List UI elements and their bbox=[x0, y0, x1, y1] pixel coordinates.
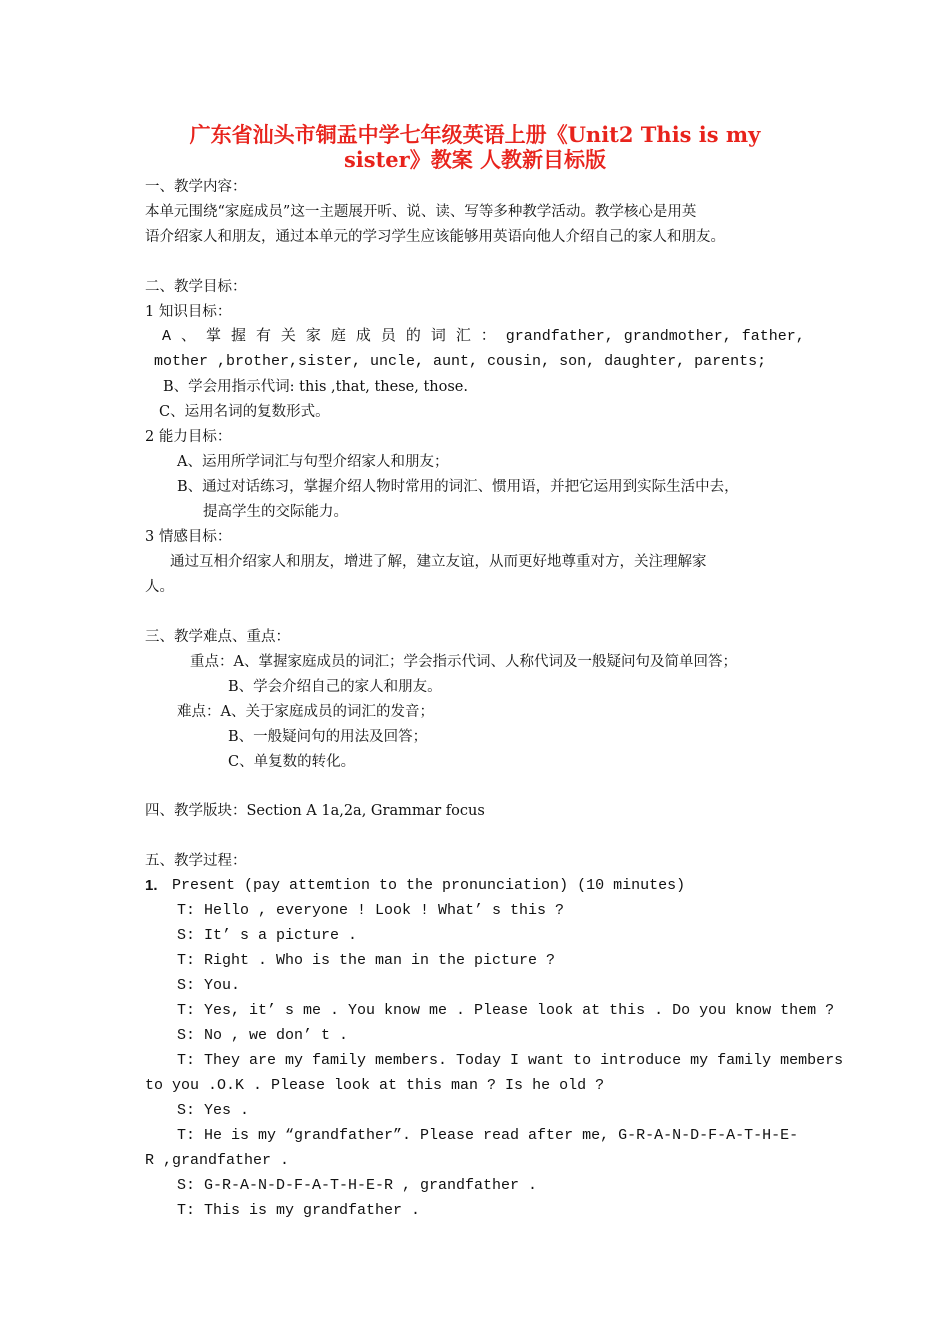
process-item-number: 1. bbox=[145, 877, 158, 894]
knowledge-goal-heading: 1 知识目标： bbox=[145, 304, 232, 320]
knowledge-a-char: 握 bbox=[230, 328, 246, 345]
difficulty-a: 难点：A、关于家庭成员的词汇的发音； bbox=[177, 704, 434, 720]
section-5-heading: 五、教学过程： bbox=[145, 853, 247, 869]
knowledge-a-char: 掌 bbox=[205, 328, 221, 345]
dialogue-line: S: No , we don’ t . bbox=[177, 1027, 349, 1044]
knowledge-a-char: ： bbox=[480, 328, 496, 345]
dialogue-line: S: You. bbox=[177, 977, 241, 994]
knowledge-a-word: father, bbox=[741, 328, 805, 345]
knowledge-goal-a-line-1 bbox=[162, 326, 805, 348]
emotion-goal-line-2: 人。 bbox=[145, 579, 174, 595]
dialogue-line: S: Yes . bbox=[177, 1102, 250, 1119]
knowledge-a-char: 关 bbox=[280, 328, 296, 345]
dialogue-line: S: G-R-A-N-D-F-A-T-H-E-R , grandfather . bbox=[177, 1177, 538, 1194]
process-item-title: Present (pay attemtion to the pronunciation) (10 minutes) bbox=[172, 877, 686, 894]
key-point-b: B、学会介绍自己的家人和朋友。 bbox=[228, 679, 442, 695]
section-1-paragraph-line-1: 本单元围绕“家庭成员”这一主题展开听、说、读、写等多种教学活动。教学核心是用英 bbox=[145, 204, 697, 220]
dialogue-line-continued: R ,grandfather . bbox=[145, 1152, 290, 1169]
title-line-1: 广东省汕头市铜盂中学七年级英语上册《Unit2 This is my bbox=[189, 122, 761, 147]
dialogue-line: S: It’ s a picture . bbox=[177, 927, 358, 944]
difficulty-b: B、一般疑问句的用法及回答； bbox=[228, 729, 428, 745]
section-1-paragraph-line-2: 语介绍家人和朋友，通过本单元的学习学生应该能够用英语向他人介绍自己的家人和朋友。 bbox=[145, 229, 725, 245]
knowledge-a-char: 庭 bbox=[330, 328, 346, 345]
knowledge-a-char: 汇 bbox=[455, 328, 471, 345]
knowledge-a-char: 、 bbox=[180, 328, 196, 345]
knowledge-goal-c: C、运用名词的复数形式。 bbox=[159, 404, 330, 420]
knowledge-a-char: 的 bbox=[405, 328, 421, 345]
knowledge-goal-b: B、学会用指示代词: this ,that, these, those. bbox=[163, 379, 468, 395]
knowledge-a-char: A bbox=[162, 328, 172, 345]
ability-goal-a: A、运用所学词汇与句型介绍家人和朋友； bbox=[177, 454, 449, 470]
knowledge-a-char: 员 bbox=[380, 328, 396, 345]
document-title bbox=[120, 122, 830, 172]
dialogue-line: T: They are my family members. Today I want to introduce my family members bbox=[177, 1052, 844, 1069]
key-point-a: 重点：A、掌握家庭成员的词汇；学会指示代词、人称代词及一般疑问句及简单回答； bbox=[190, 654, 737, 670]
dialogue-line: T: He is my “grandfather”. Please read after me, G-R-A-N-D-F-A-T-H-E- bbox=[177, 1127, 799, 1144]
ability-goal-b-line-2: 提高学生的交际能力。 bbox=[203, 504, 348, 520]
knowledge-a-word: grandmother, bbox=[623, 328, 732, 345]
knowledge-a-char: 有 bbox=[255, 328, 271, 345]
section-2-heading: 二、教学目标： bbox=[145, 279, 247, 295]
knowledge-a-char: 词 bbox=[430, 328, 446, 345]
title-line-2: sister》教案 人教新目标版 bbox=[343, 147, 607, 172]
emotion-goal-line-1: 通过互相介绍家人和朋友，增进了解，建立友谊，从而更好地尊重对方，关注理解家 bbox=[170, 554, 707, 570]
dialogue-line: T: Yes, it’ s me . You know me . Please look at this . Do you know them ? bbox=[177, 1002, 835, 1019]
knowledge-a-word: grandfather, bbox=[505, 328, 614, 345]
section-3-heading: 三、教学难点、重点： bbox=[145, 629, 290, 645]
dialogue-line-continued: to you .O.K . Please look at this man ? Is he old ? bbox=[145, 1077, 605, 1094]
emotion-goal-heading: 3 情感目标： bbox=[145, 529, 232, 545]
ability-goal-b-line-1: B、通过对话练习，掌握介绍人物时常用的词汇、惯用语，并把它运用到实际生活中去， bbox=[177, 479, 739, 495]
dialogue-line: T: This is my grandfather . bbox=[177, 1202, 421, 1219]
knowledge-goal-a-line-2: mother ,brother,sister, uncle, aunt, cousin, son, daughter, parents; bbox=[154, 353, 767, 370]
ability-goal-heading: 2 能力目标： bbox=[145, 429, 232, 445]
dialogue-line: T: Right . Who is the man in the picture ? bbox=[177, 952, 556, 969]
knowledge-a-char: 家 bbox=[305, 328, 321, 345]
difficulty-c: C、单复数的转化。 bbox=[228, 754, 356, 770]
section-1-heading: 一、教学内容： bbox=[145, 179, 247, 195]
section-4-heading: 四、教学版块：Section A 1a,2a, Grammar focus bbox=[145, 803, 485, 819]
dialogue-line: T: Hello , everyone ! Look ! What’ s this ? bbox=[177, 902, 565, 919]
knowledge-a-char: 成 bbox=[355, 328, 371, 345]
